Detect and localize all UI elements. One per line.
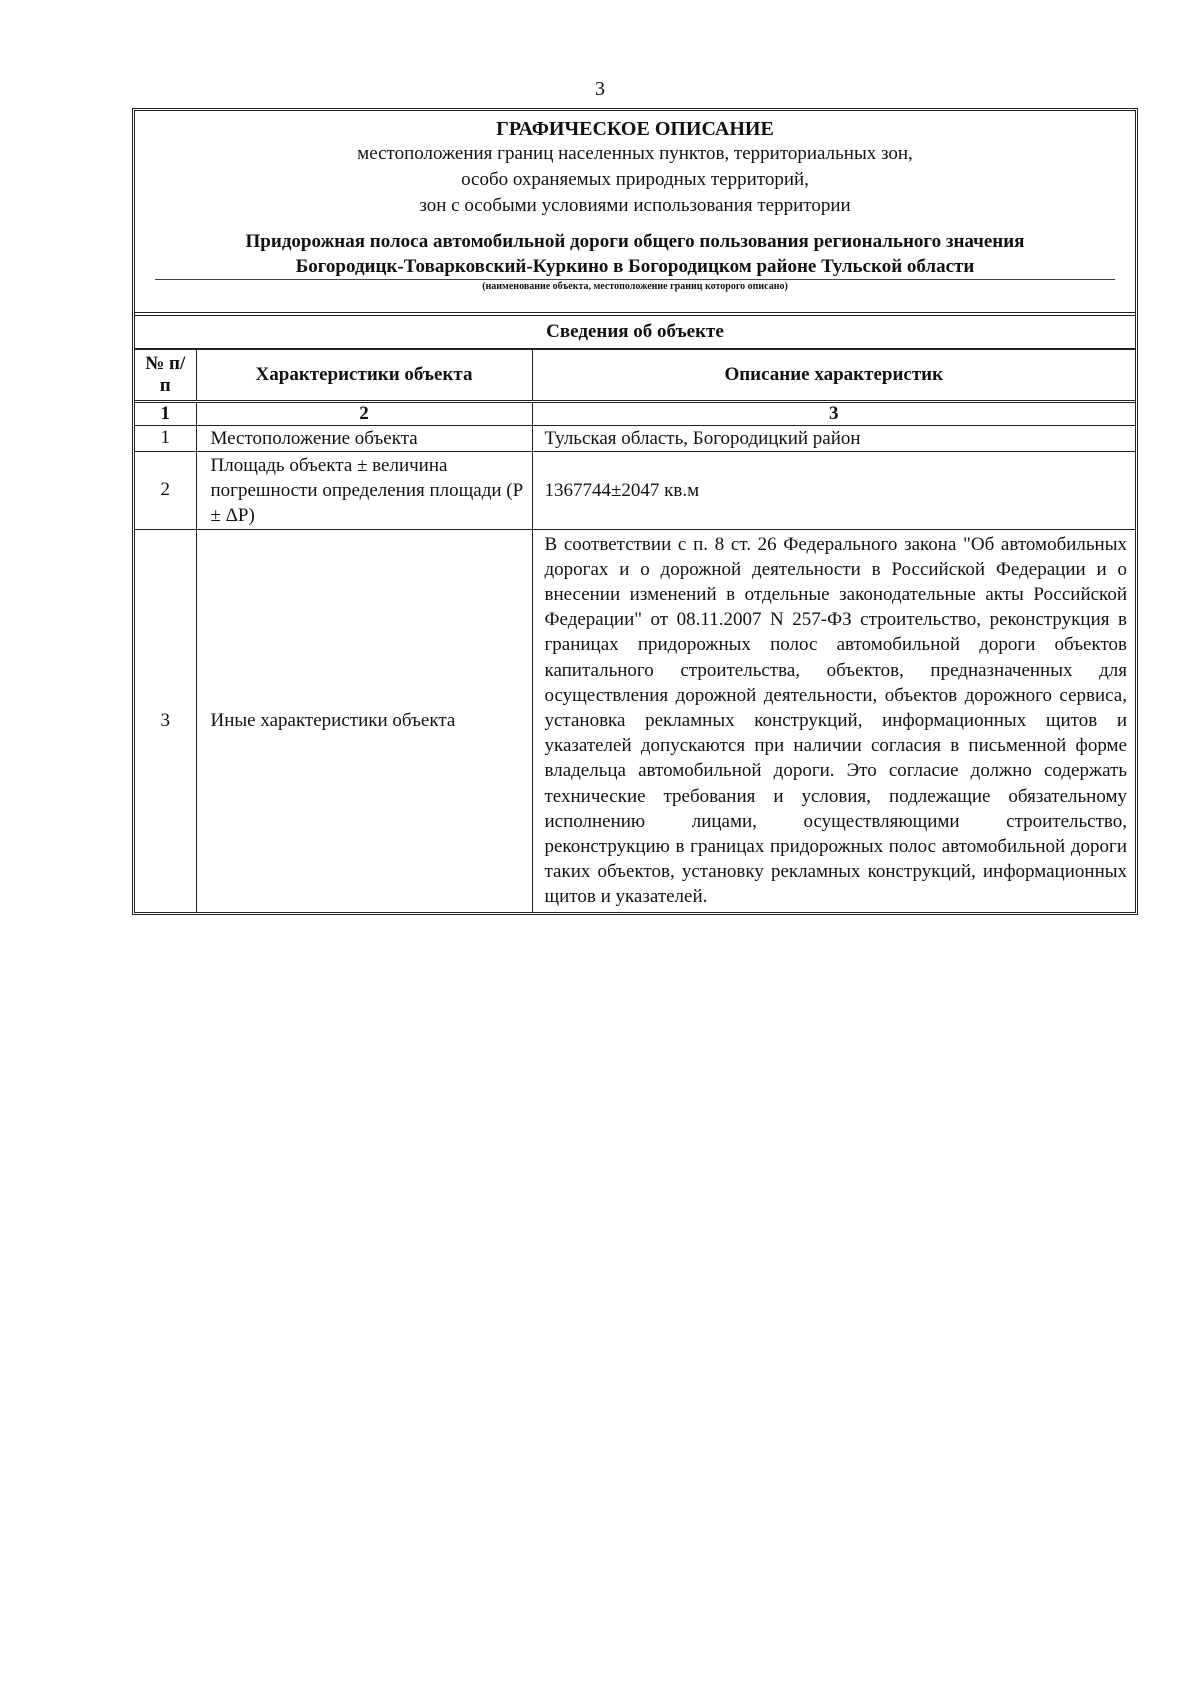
object-name-line-1: Придорожная полоса автомобильной дороги общего пользования регионального значения [245,231,1025,252]
object-name-line-2: Богородицк-Товарковский-Куркино в Богородицком районе Тульской области [295,256,975,277]
row-characteristic: Площадь объекта ± величина погрешности определения площади (Р ± ΔР) [196,451,532,529]
table-header-row [135,349,1135,401]
page-number: 3 [595,78,605,100]
object-name [135,229,1135,279]
subtitle-line-1: местоположения границ населенных пунктов, территориальных зон, [357,143,913,164]
title-block [135,111,1135,313]
table-row [135,451,1135,529]
object-name-caption: (наименование объекта, местоположение границ которого описано) [482,281,788,292]
row-characteristic: Иные характеристики объекта [196,529,532,912]
column-index-row [135,401,1135,425]
row-description: Тульская область, Богородицкий район [532,425,1135,451]
section-title: Сведения об объекте [135,315,1135,348]
table-row [135,529,1135,912]
column-index-3: 3 [532,401,1135,425]
object-name-underline [155,279,1115,280]
column-index-1: 1 [135,401,196,425]
column-index-2: 2 [196,401,532,425]
row-num: 2 [135,451,196,529]
header-characteristic: Характеристики объекта [196,349,532,401]
header-num: № п/п [135,349,196,401]
header-description: Описание характеристик [532,349,1135,401]
table-row [135,425,1135,451]
row-num: 1 [135,425,196,451]
row-description: 1367744±2047 кв.м [532,451,1135,529]
subtitle-line-2: особо охраняемых природных территорий, [461,169,809,190]
subtitle-line-3: зон с особыми условиями использования территории [419,195,851,216]
document-frame [132,108,1138,915]
row-description: В соответствии с п. 8 ст. 26 Федерального закона "Об автомобильных дорогах и о дорожной деятельности в Российской Федерации и о внесении изменений в отдельные законодательные акты Российской Федерации" от 08.11.2007 N 257-ФЗ строительство, реконструкция в границах придорожных полос автомобильной дороги объектов капитального строительства, объектов, предназначенных для осуществления дорожной деятельности, объектов дорожного сервиса, установка рекламных конструкций, информационных щитов и указателей допускаются при наличии согласия в письменной форме владельца автомобильной дороги. Это согласие должно содержать технические требования и условия, подлежащие обязательному исполнению лицами, осуществляющими строительство, реконструкцию в границах придорожных полос автомобильной дороги таких объектов, установку рекламных конструкций, информационных щитов и указателей. [532,529,1135,912]
row-num: 3 [135,529,196,912]
object-info-table [135,348,1135,912]
row-characteristic: Местоположение объекта [196,425,532,451]
document-title: ГРАФИЧЕСКОЕ ОПИСАНИЕ [496,118,774,140]
